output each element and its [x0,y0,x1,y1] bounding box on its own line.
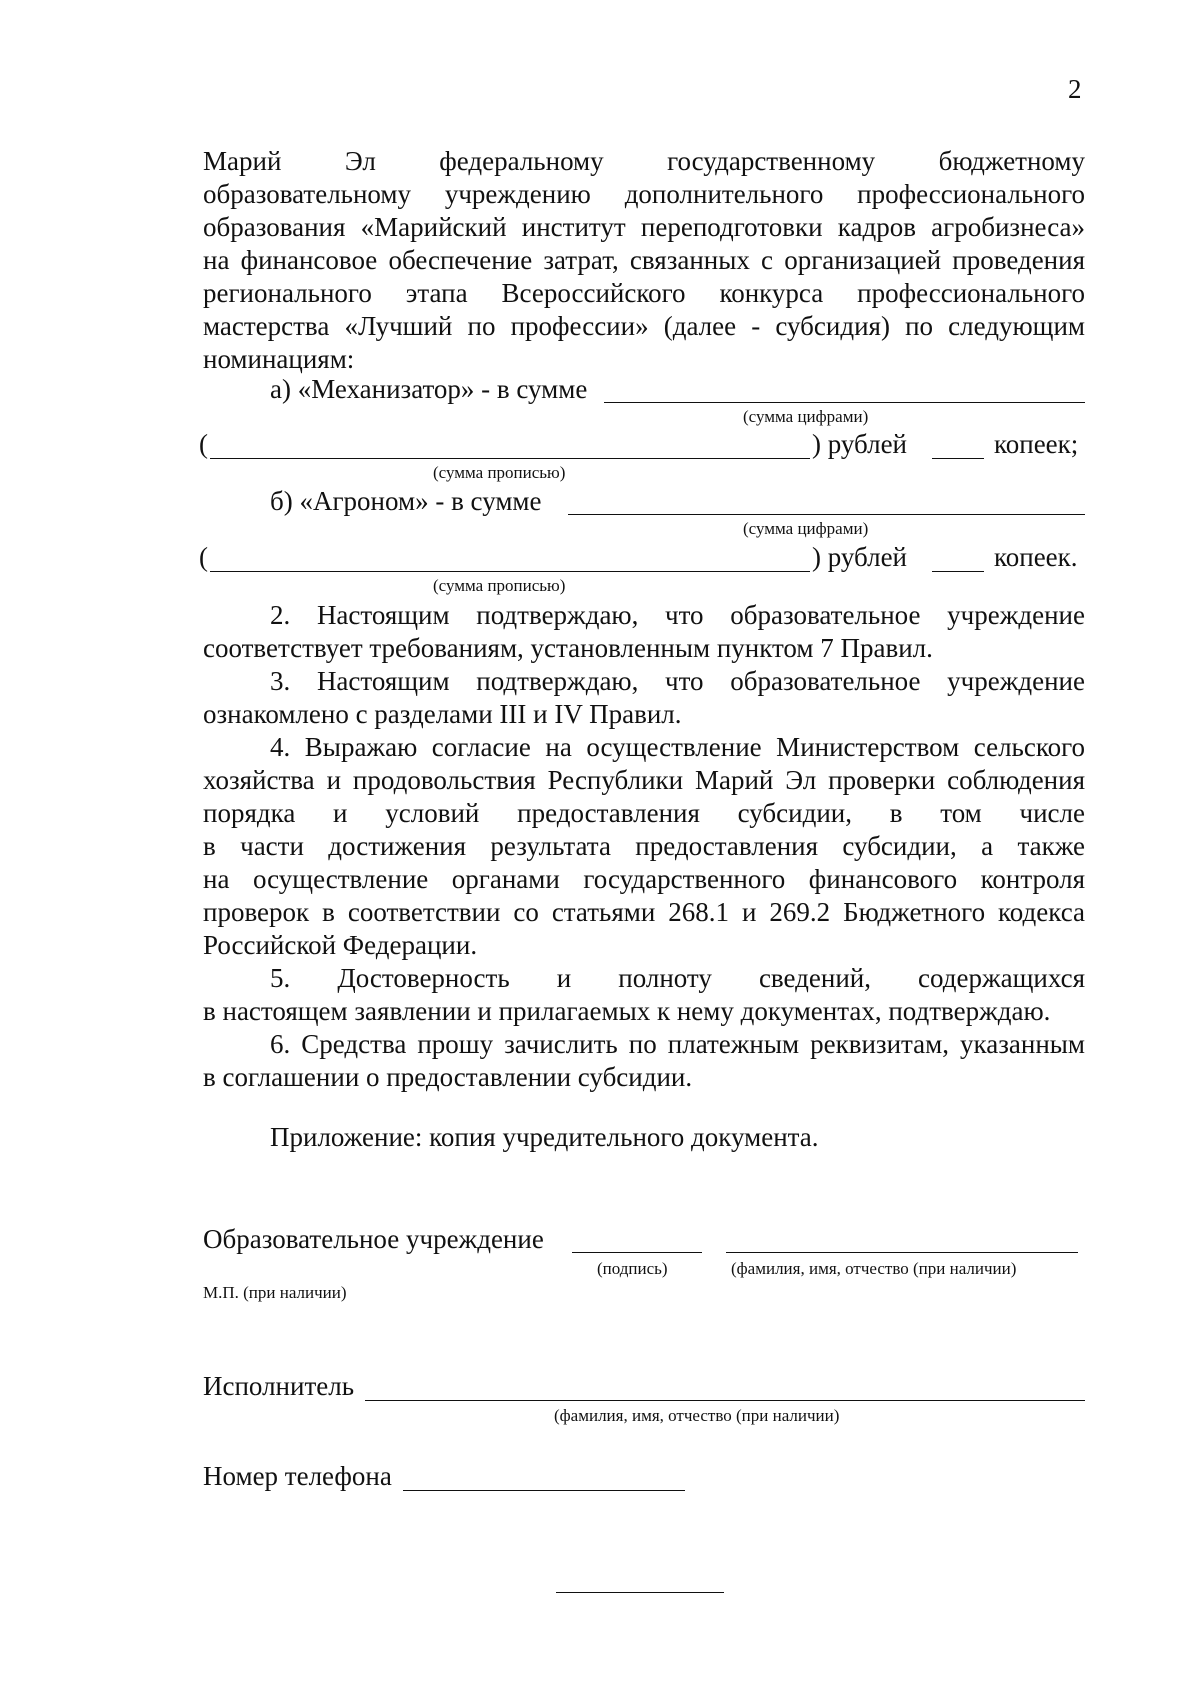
intro-line: Марий Эл федеральному государственному бюджетному [203,146,1085,176]
stamp-label: М.П. (при наличии) [203,1283,347,1302]
item-line: 2. Настоящим подтверждаю, что образовательное учреждение [270,600,1085,630]
nomination-b-kopecks: копеек. [994,542,1078,572]
nomination-a-open-paren: ( [199,429,208,459]
intro-line: регионального этапа Всероссийского конкурса профессионального [203,278,1085,308]
intro-line: мастерства «Лучший по профессии» (далее - субсидия) по следующим [203,311,1085,341]
nomination-a-kopecks-field[interactable] [932,458,984,459]
phone-field[interactable] [403,1490,685,1491]
nomination-b-rubles: ) рублей [812,542,908,572]
item-line: соответствует требованиям, установленным пунктом 7 Правил. [203,633,933,663]
intro-line: образовательному учреждению дополнительного профессионального [203,179,1085,209]
institution-name-field[interactable] [726,1252,1078,1253]
executor-name-field[interactable] [365,1400,1085,1401]
item-line: 6. Средства прошу зачислить по платежным реквизитам, указанным [270,1029,1085,1059]
item-line: в настоящем заявлении и прилагаемых к нему документах, подтверждаю. [203,996,1051,1026]
executor-label: Исполнитель [203,1371,355,1401]
item-line: проверок в соответствии со статьями 268.1 и 269.2 Бюджетного кодекса [203,897,1085,927]
nomination-a-caption-words: (сумма прописью) [433,463,566,482]
phone-label: Номер телефона [203,1461,392,1491]
nomination-a-digits-field[interactable] [604,402,1085,403]
item-line: порядка и условий предоставления субсидии, в том числе [203,798,1085,828]
item-2 [203,599,1085,665]
item-3 [203,665,1085,731]
item-6 [203,1028,1085,1094]
caption-institution-name: (фамилия, имя, отчество (при наличии) [731,1259,1017,1278]
intro-line: номинациям: [203,344,355,374]
page-number: 2 [1068,74,1082,104]
signature-field[interactable] [572,1252,702,1253]
institution-label: Образовательное учреждение [203,1224,544,1254]
numbered-items [203,599,1085,1094]
executor-caption-name: (фамилия, имя, отчество (при наличии) [554,1406,840,1425]
intro-line: на финансовое обеспечение затрат, связанных с организацией проведения [203,245,1085,275]
nomination-a-rubles: ) рублей [812,429,908,459]
end-rule [556,1592,724,1593]
item-line: 3. Настоящим подтверждаю, что образовательное учреждение [270,666,1085,696]
nomination-b-label: б) «Агроном» - в сумме [270,486,542,516]
item-line: в части достижения результата предоставления субсидии, а также [203,831,1085,861]
nomination-b-caption-words: (сумма прописью) [433,576,566,595]
item-5 [203,962,1085,1028]
item-line: на осуществление органами государственного финансового контроля [203,864,1085,894]
caption-signature: (подпись) [597,1259,668,1278]
nomination-b-open-paren: ( [199,542,208,572]
nomination-b-caption-digits: (сумма цифрами) [743,519,869,538]
nomination-b-words-field[interactable] [210,571,810,572]
nomination-a-words-field[interactable] [210,458,810,459]
item-line: в соглашении о предоставлении субсидии. [203,1062,693,1092]
intro-line: образования «Марийский институт переподготовки кадров агробизнеса» [203,212,1085,242]
item-4 [203,731,1085,962]
intro-paragraph [203,145,1085,376]
nomination-a-kopecks: копеек; [994,429,1079,459]
nomination-a-caption-digits: (сумма цифрами) [743,407,869,426]
item-line: хозяйства и продовольствия Республики Марий Эл проверки соблюдения [203,765,1085,795]
nomination-a-label: а) «Механизатор» - в сумме [270,374,588,404]
item-line: 5. Достоверность и полноту сведений, содержащихся [270,963,1085,993]
nomination-b-kopecks-field[interactable] [932,571,984,572]
item-line: ознакомлено с разделами III и IV Правил. [203,699,682,729]
nomination-b-digits-field[interactable] [568,514,1085,515]
item-line: Российской Федерации. [203,930,478,960]
item-line: 4. Выражаю согласие на осуществление Министерством сельского [270,732,1085,762]
attachment-line: Приложение: копия учредительного документа. [270,1122,819,1152]
